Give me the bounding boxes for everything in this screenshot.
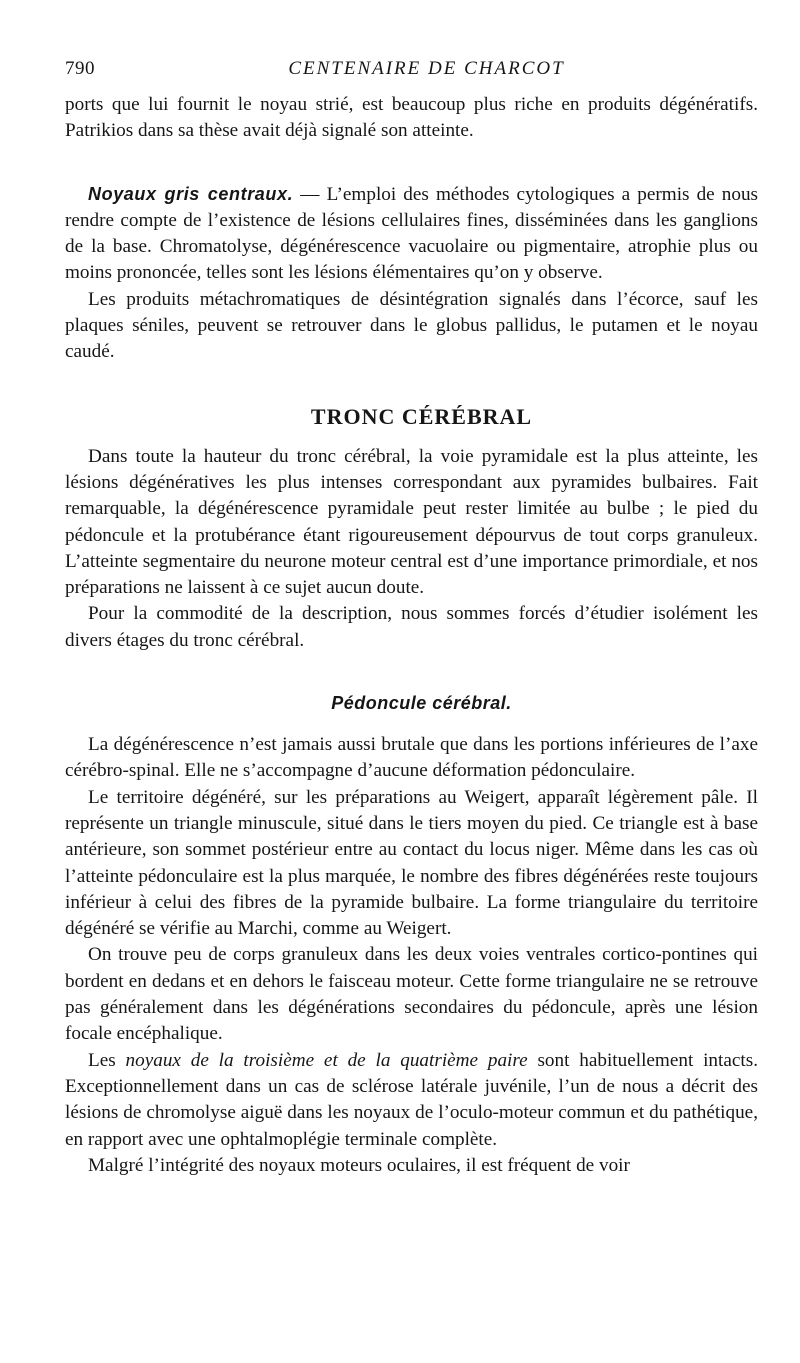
pedoncule-paragraph-2: Le territoire dégénéré, sur les préparations au Weigert, apparaît légèrement pâle. Il représente un triangle minuscule, situé dans le tiers moyen du pied. Ce triangle est à base antérieure, son sommet postérieur entre au contact du locus niger. Même dans les cas où l’atteinte pédonculaire est la plus marquée, le nombre des fibres dégénérées reste toujours inférieur à celui des fibres de la pyramide bulbaire. La forme triangulaire du territoire dégénéré se vérifie au Marchi, comme au Weigert. [65, 786, 758, 940]
p4-lead: Les [88, 1049, 126, 1071]
spacer [65, 432, 758, 444]
p4-italic-term: noyaux de la troisième et de la quatrième paire [125, 1049, 528, 1071]
section-heading-tronc-cerebral: TRONC CÉRÉBRAL [310, 403, 533, 429]
pedoncule-paragraph-3: On trouve peu de corps granuleux dans les deux voies ventrales cortico-pontines qui bordent en dedans et en dehors le faisceau moteur. Cette forme triangulaire ne se retrouve pas généralement dans les dégénérations secondaires du pédoncule, après une lésion focale encéphalique. [65, 944, 758, 1045]
pedoncule-paragraph-4 [65, 1048, 758, 1153]
spacer [65, 366, 758, 402]
noyaux-gris-paragraph-2: Les produits métachromatiques de désintégration signalés dans l’écorce, sauf les plaques séniles, peuvent se retrouver dans le globus pallidus, le putamen et le noyau caudé. [65, 288, 758, 363]
tronc-paragraph-2: Pour la commodité de la description, nous sommes forcés d’étudier isolément les divers étages du tronc cérébral. [65, 603, 758, 651]
page-number: 790 [65, 58, 95, 79]
spacer [65, 716, 758, 732]
run-in-heading-noyaux-gris: Noyaux gris centraux. [88, 183, 294, 204]
p4-rest: sont habituellement intacts. Exceptionnellement dans un cas de sclérose latérale juvénile, l’un de nous a décrit des lésions de chromolyse aiguë dans les noyaux de l’oculo-moteur commun et du pathétique, en rapport avec une ophtalmoplégie terminale complète. [65, 1049, 758, 1150]
running-head [65, 58, 758, 86]
running-title: CENTENAIRE DE CHARCOT [288, 58, 565, 79]
intro-paragraph: ports que lui fournit le noyau strié, est beaucoup plus riche en produits dégénératifs. Patrikios dans sa thèse avait déjà signalé son atteinte. [65, 94, 758, 142]
spacer [65, 654, 758, 690]
spacer [65, 145, 758, 181]
body-text [65, 92, 758, 1179]
pedoncule-paragraph-1: La dégénérescence n’est jamais aussi brutale que dans les portions inférieures de l’axe cérébro-spinal. Elle ne s’accompagne d’aucune déformation pédonculaire. [65, 734, 758, 782]
pedoncule-paragraph-5: Malgré l’intégrité des noyaux moteurs oculaires, il est fréquent de voir [88, 1154, 630, 1176]
noyaux-gris-paragraph-1 [65, 181, 758, 287]
subsection-heading-pedoncule: Pédoncule cérébral. [331, 693, 512, 714]
tronc-paragraph-1: Dans toute la hauteur du tronc cérébral, la voie pyramidale est la plus atteinte, les lésions dégénératives les plus intenses correspondant aux pyramides bulbaires. Fait remarquable, la dégénérescence pyramidale peut rester limitée au bulbe ; le pied du pédoncule et la protubérance étant rigoureusement dépourvus de tout corps granuleux. L’atteinte segmentaire du neurone moteur central est d’une importance primordiale, et nos préparations ne laissent à ce sujet aucun doute. [65, 445, 758, 599]
noyaux-gris-text: — L’emploi des méthodes cytologiques a permis de nous rendre compte de l’existence de lésions cellulaires fines, disséminées dans les ganglions de la base. Chromatolyse, dégénérescence vacuolaire ou pigmentaire, atrophie plus ou moins prononcée, telles sont les lésions élémentaires qu’on y observe. [65, 183, 759, 284]
